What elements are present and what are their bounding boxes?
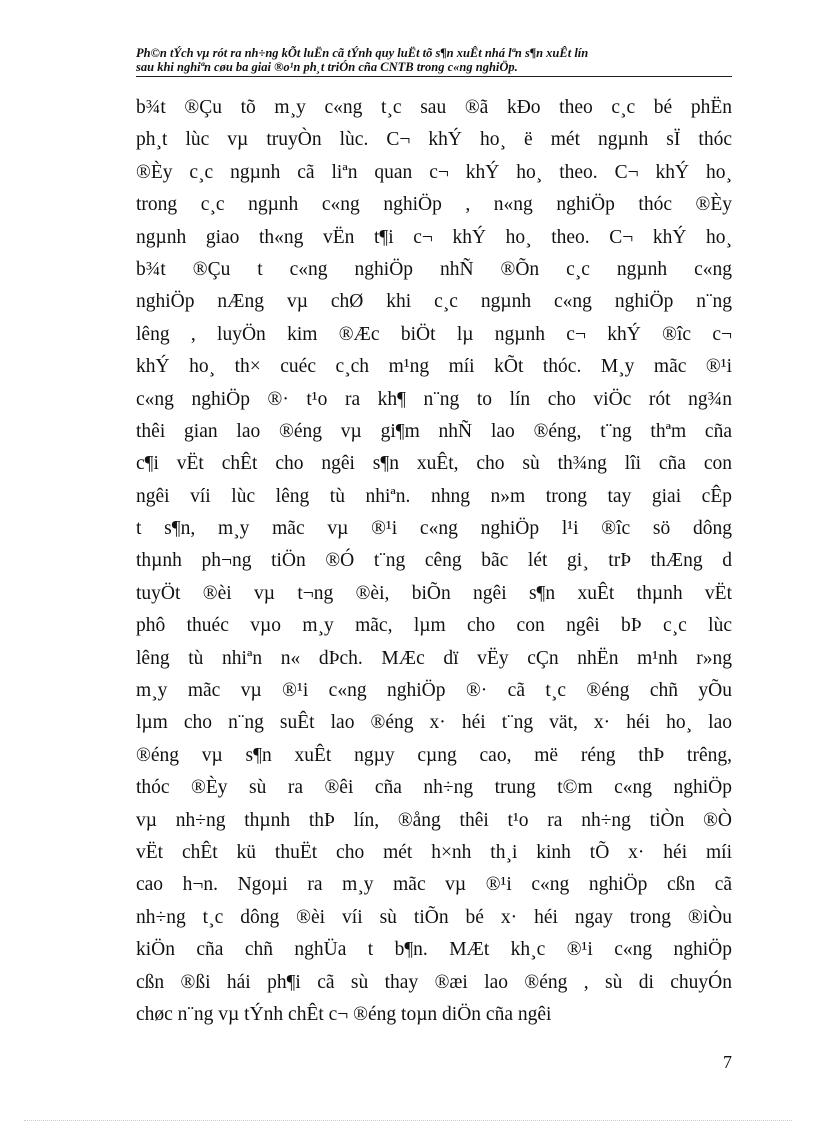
body-line: b¾t ®Çu t c«ng nghiÖp nhÑ ®Õn c¸c ngµnh c«ng [136, 258, 732, 280]
body-line: b¾t ®Çu tõ m¸y c«ng t¸c sau ®ã kÐo theo c¸c bé phËn [136, 97, 732, 118]
body-line: lµm cho n¨ng suÊt lao ®éng x· héi t¨ng vät, x· héi ho¸ lao [136, 712, 732, 734]
body-line: thóc ®Èy sù ra ®êi cña nh÷ng trung t©m c«ng nghiÖp [136, 777, 732, 799]
footer-divider [24, 1120, 792, 1121]
body-line: khÝ ho¸ th× cuéc c¸ch m¹ng míi kÕt thóc. M¸y mãc ®¹i [136, 356, 732, 378]
body-line: chøc n¨ng vµ tÝnh chÊt c¬ ®éng toµn diÖn cña ngêi [136, 1003, 552, 1025]
body-line: thêi gian lao ®éng vµ gi¶m nhÑ lao ®éng, t¨ng thªm cña [136, 420, 732, 442]
body-line: lêng , luyÖn kim ®Æc biÖt lµ ngµnh c¬ khÝ ®îc c¬ [136, 323, 732, 345]
body-line: t s¶n, m¸y mãc vµ ®¹i c«ng nghiÖp l¹i ®îc sö dông [136, 518, 732, 540]
body-line: cao h¬n. Ngoµi ra m¸y mãc vµ ®¹i c«ng nghiÖp cßn cã [136, 874, 732, 896]
body-line: nh÷ng t¸c dông ®èi víi sù tiÕn bé x· héi ngay trong ®iÒu [136, 906, 732, 928]
running-header [136, 46, 732, 77]
body-line: ®Èy c¸c ngµnh cã liªn quan c¬ khÝ ho¸ theo. C¬ khÝ ho¸ [136, 161, 732, 183]
body-line: thµnh ph¬ng tiÖn ®Ó t¨ng cêng bãc lét gi¸ trÞ thÆng d [136, 550, 732, 572]
page-number: 7 [723, 1052, 732, 1072]
body-line: c«ng nghiÖp ®· t¹o ra kh¶ n¨ng to lín cho viÖc rót ng¾n [136, 388, 732, 410]
body-line: lêng tù nhiªn n« dÞch. MÆc dï vËy cÇn nhËn m¹nh r»ng [136, 647, 732, 669]
body-line: ph¸t lùc vµ truyÒn lùc. C¬ khÝ ho¸ ë mét ngµnh sÏ thóc [136, 129, 732, 151]
body-line: nghiÖp nÆng vµ chØ khi c¸c ngµnh c«ng nghiÖp n¨ng [136, 291, 732, 313]
body-line: m¸y mãc vµ ®¹i c«ng nghiÖp ®· cã t¸c ®éng chñ yÕu [136, 680, 732, 702]
body-line: kiÖn cña chñ nghÜa t b¶n. MÆt kh¸c ®¹i c«ng nghiÖp [136, 939, 732, 961]
body-text [136, 92, 732, 1031]
body-line: phô thuéc vµo m¸y mãc, lµm cho con ngêi bÞ c¸c lùc [136, 615, 732, 637]
body-line: ngµnh giao th«ng vËn t¶i c¬ khÝ ho¸ theo. C¬ khÝ ho¸ [136, 226, 732, 248]
body-line: c¶i vËt chÊt cho ngêi s¶n xuÊt, cho sù th¾ng lîi cña con [136, 453, 732, 475]
header-line-2: sau khi nghiªn cøu ba giai ®o¹n ph¸t triÓn cña CNTB trong c«ng nghiÖp. [136, 60, 518, 74]
body-line: tuyÖt ®èi vµ t¬ng ®èi, biÕn ngêi s¶n xuÊt thµnh vËt [136, 582, 732, 604]
body-line: trong c¸c ngµnh c«ng nghiÖp , n«ng nghiÖp thóc ®Èy [136, 194, 732, 216]
header-line-1: Ph©n tÝch vµ rót ra nh÷ng kÕt luËn cã tÝnh quy luËt tõ s¶n xuÊt nhá lªn s¶n xuÊt lín [136, 46, 589, 60]
body-line: cßn ®ßi hái ph¶i cã sù thay ®æi lao ®éng , sù di chuyÓn [136, 971, 732, 993]
body-line: ngêi víi lùc lêng tù nhiªn. nhng n»m trong tay giai cÊp [136, 485, 732, 507]
body-line: ®éng vµ s¶n xuÊt ngµy cµng cao, më réng thÞ trêng, [136, 744, 732, 766]
body-line: vËt chÊt kü thuËt cho mét h×nh th¸i kinh tÕ x· héi míi [136, 841, 732, 863]
body-line: vµ nh÷ng thµnh thÞ lín, ®ång thêi t¹o ra nh÷ng tiÒn ®Ò [136, 809, 732, 831]
